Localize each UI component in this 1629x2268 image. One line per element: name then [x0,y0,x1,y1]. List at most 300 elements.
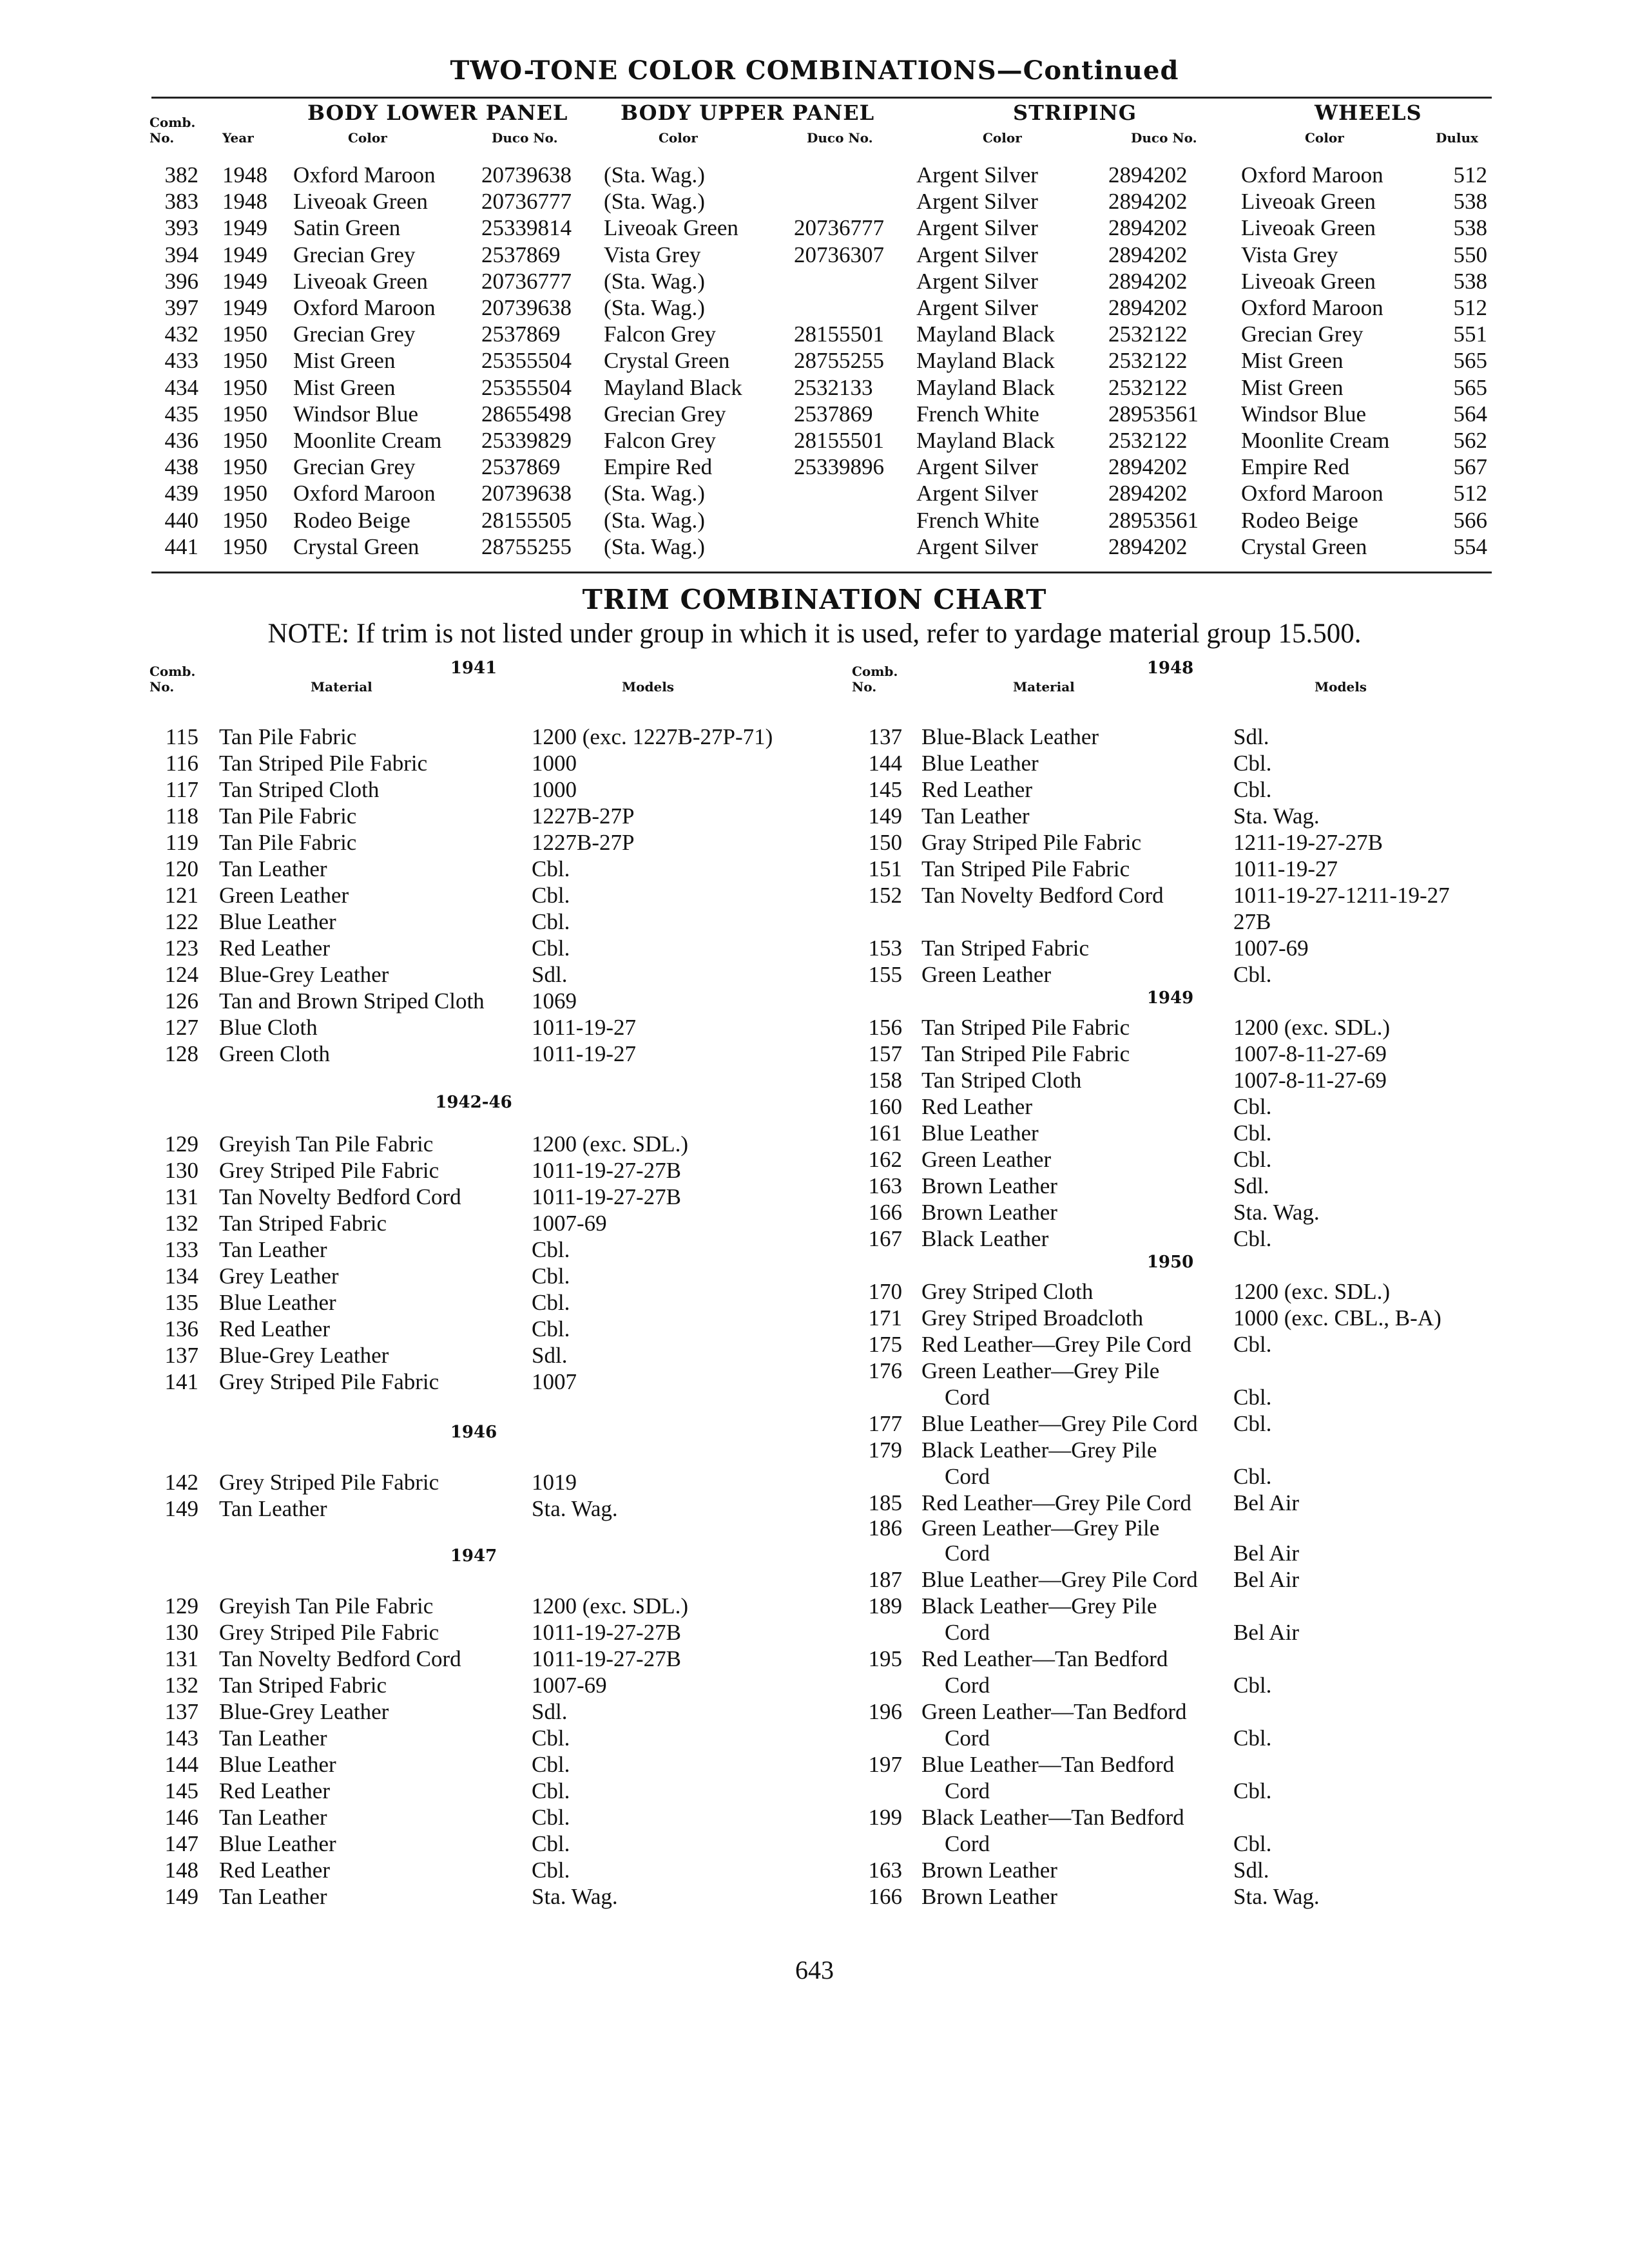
two-tone-upper-color: Grecian Grey [604,401,726,427]
trim-group-year: 1949 [1146,988,1194,1008]
two-tone-bottom-rule [151,572,1492,573]
two-tone-striping-duco: 2532122 [1108,375,1188,400]
trim-right-comb: Comb. [852,664,898,679]
trim-material: Green Leather—Grey Pile [921,1358,1160,1383]
two-tone-lower-color: Mist Green [293,348,396,373]
page-title: TWO-TONE COLOR COMBINATIONS—Continued [450,55,1179,86]
two-tone-lower-color: Liveoak Green [293,269,428,294]
two-tone-striping-duco: 2894202 [1108,242,1188,267]
trim-material: Red Leather—Grey Pile Cord [921,1332,1191,1357]
trim-group-year: 1950 [1146,1253,1194,1272]
trim-models: Bel Air [1233,1567,1300,1592]
trim-models: Cbl. [532,1858,570,1883]
trim-comb-no: 145 [164,1778,198,1803]
trim-models: Cbl. [1233,751,1272,776]
two-tone-wheel-color: Liveoak Green [1241,189,1376,214]
two-tone-lower-duco: 25339814 [481,215,572,240]
trim-models: 1069 [532,988,577,1014]
trim-models: Sdl. [532,962,568,987]
two-tone-wheel-color: Vista Grey [1241,242,1338,267]
two-tone-lower-color: Grecian Grey [293,454,416,479]
two-tone-lower-duco: 20739638 [481,162,572,187]
trim-material: Green Cloth [219,1041,331,1066]
trim-material: Green Leather—Tan Bedford [921,1699,1187,1724]
trim-material: Greyish Tan Pile Fabric [219,1593,434,1619]
trim-material: Tan Novelty Bedford Cord [219,1646,461,1671]
trim-comb-no: 166 [868,1200,902,1225]
trim-group-year: 1947 [450,1546,497,1566]
trim-material: Cord [945,1778,990,1803]
trim-group-year: 1942-46 [435,1093,512,1112]
trim-comb-no: 179 [868,1437,902,1463]
trim-comb-no: 129 [164,1131,198,1157]
trim-left-material-header: Material [311,679,372,695]
trim-material: Blue-Grey Leather [219,1699,389,1724]
trim-models: Cbl. [1233,1464,1272,1489]
trim-models: Cbl. [1233,1226,1272,1251]
two-tone-lower-duco: 28755255 [481,534,572,559]
two-tone-comb-no: 441 [164,534,198,559]
trim-comb-no: 121 [164,883,198,908]
trim-models: Cbl. [1233,1725,1272,1751]
two-tone-lower-duco: 28655498 [481,401,572,427]
two-tone-upper-color: (Sta. Wag.) [604,269,705,294]
trim-left-no: No. [149,679,175,695]
two-tone-striping-color: Mayland Black [916,322,1055,347]
two-tone-comb-no: 433 [164,348,198,373]
header-striping-duco: Duco No. [1131,130,1197,146]
two-tone-upper-color: Liveoak Green [604,215,738,240]
two-tone-wheel-dulux: 512 [1453,162,1487,187]
trim-material: Tan Pile Fabric [219,724,357,749]
trim-comb-no: 175 [868,1332,902,1357]
trim-models: Cbl. [1233,1094,1272,1119]
trim-comb-no: 127 [164,1015,198,1040]
header-body-upper: BODY UPPER PANEL [621,101,875,125]
page-number: 643 [795,1956,834,1984]
trim-models: Cbl. [532,1725,570,1751]
two-tone-wheel-color: Crystal Green [1241,534,1367,559]
trim-comb-no: 170 [868,1279,902,1304]
header-striping-color: Color [983,130,1022,146]
trim-comb-no: 196 [868,1699,902,1724]
two-tone-comb-no: 439 [164,481,198,506]
two-tone-wheel-dulux: 551 [1453,322,1487,347]
trim-models: 1227B-27P [532,830,635,855]
trim-models: 1011-19-27-27B [532,1184,682,1209]
trim-models: Cbl. [532,1290,570,1315]
two-tone-upper-duco: 25339896 [794,454,884,479]
trim-comb-no: 147 [164,1831,198,1856]
trim-comb-no: 119 [165,830,198,855]
trim-material: Black Leather—Grey Pile [921,1437,1157,1463]
trim-models: Cbl. [1233,777,1272,802]
two-tone-upper-duco: 28755255 [794,348,884,373]
trim-comb-no: 162 [868,1147,902,1172]
trim-material: Tan Pile Fabric [219,803,357,829]
trim-group-year: 1946 [450,1423,497,1442]
two-tone-year: 1950 [222,348,267,373]
trim-models: Cbl. [532,883,570,908]
trim-material: Blue Leather [219,909,336,934]
two-tone-wheel-color: Mist Green [1241,348,1344,373]
trim-models: 1011-19-27 [532,1041,637,1066]
trim-comb-no: 120 [164,856,198,881]
trim-comb-no: 115 [165,724,198,749]
trim-material: Tan Striped Pile Fabric [219,751,428,776]
two-tone-wheel-color: Empire Red [1241,454,1350,479]
trim-models: Bel Air [1233,1620,1300,1645]
trim-material: Tan Leather [219,1496,327,1521]
two-tone-striping-color: Argent Silver [916,269,1038,294]
trim-comb-no: 186 [868,1515,902,1541]
two-tone-wheel-color: Oxford Maroon [1241,481,1383,506]
trim-material: Blue-Grey Leather [219,962,389,987]
trim-models: 1007-69 [1233,936,1309,961]
trim-comb-no: 126 [164,988,198,1014]
trim-title: TRIM COMBINATION CHART [582,584,1047,615]
trim-models: Cbl. [532,1752,570,1777]
two-tone-lower-duco: 2537869 [481,454,561,479]
two-tone-year: 1949 [222,242,267,267]
two-tone-wheel-dulux: 565 [1453,348,1487,373]
trim-material: Blue Leather [921,751,1039,776]
trim-models: 1011-19-27-27B [532,1646,682,1671]
trim-material: Tan Striped Pile Fabric [921,856,1130,881]
two-tone-year: 1950 [222,322,267,347]
two-tone-comb-no: 438 [164,454,198,479]
trim-material: Grey Striped Cloth [921,1279,1094,1304]
two-tone-lower-color: Rodeo Beige [293,508,410,533]
two-tone-striping-color: Argent Silver [916,534,1038,559]
two-tone-comb-no: 394 [164,242,198,267]
two-tone-comb-no: 396 [164,269,198,294]
two-tone-striping-color: Mayland Black [916,348,1055,373]
trim-comb-no: 123 [164,936,198,961]
trim-material: Brown Leather [921,1200,1057,1225]
two-tone-striping-color: Mayland Black [916,428,1055,453]
trim-material: Blue Leather [219,1752,336,1777]
trim-right-no: No. [852,679,877,695]
trim-material: Brown Leather [921,1884,1057,1909]
two-tone-lower-color: Oxford Maroon [293,481,436,506]
trim-material: Tan Striped Fabric [219,1673,387,1698]
trim-models: Bel Air [1233,1490,1300,1515]
two-tone-striping-duco: 2532122 [1108,348,1188,373]
two-tone-striping-color: French White [916,508,1039,533]
two-tone-lower-duco: 20736777 [481,189,572,214]
trim-comb-no: 142 [164,1470,198,1495]
trim-group-year: 1948 [1146,658,1194,678]
trim-comb-no: 122 [164,909,198,934]
trim-material: Green Leather [921,1147,1052,1172]
trim-models: 1000 [532,751,577,776]
trim-models: Cbl. [532,936,570,961]
trim-comb-no: 157 [868,1041,902,1066]
two-tone-striping-duco: 28953561 [1108,508,1199,533]
trim-models: Cbl. [1233,1385,1272,1410]
trim-comb-no: 187 [868,1567,902,1592]
trim-material: Tan Novelty Bedford Cord [921,883,1164,908]
trim-models: Bel Air [1233,1541,1300,1566]
trim-models: 1007-69 [532,1211,607,1236]
two-tone-striping-duco: 2894202 [1108,481,1188,506]
two-tone-wheel-color: Oxford Maroon [1241,162,1383,187]
trim-material: Blue Leather [921,1120,1039,1146]
two-tone-upper-color: Crystal Green [604,348,730,373]
two-tone-lower-color: Grecian Grey [293,322,416,347]
trim-material: Tan Leather [219,1237,327,1262]
trim-material: Tan Striped Cloth [921,1068,1082,1093]
trim-material: Grey Striped Pile Fabric [219,1158,439,1183]
trim-models: Cbl. [532,1831,570,1856]
two-tone-upper-color: Falcon Grey [604,428,716,453]
trim-comb-no: 167 [868,1226,902,1251]
two-tone-upper-color: (Sta. Wag.) [604,508,705,533]
trim-material: Red Leather [219,1316,330,1341]
header-lower-duco: Duco No. [492,130,558,146]
two-tone-wheel-color: Liveoak Green [1241,215,1376,240]
two-tone-upper-color: (Sta. Wag.) [604,481,705,506]
trim-models: 27B [1233,909,1271,934]
trim-material: Blue Leather [219,1290,336,1315]
trim-material: Tan Leather [219,856,327,881]
trim-models: 1011-19-27-1211-19-27 [1233,883,1450,908]
two-tone-striping-duco: 2894202 [1108,534,1188,559]
trim-models: Cbl. [1233,1778,1272,1803]
trim-material: Blue-Grey Leather [219,1343,389,1368]
two-tone-year: 1950 [222,481,267,506]
two-tone-wheel-dulux: 512 [1453,295,1487,320]
trim-models: Sdl. [532,1343,568,1368]
trim-comb-no: 135 [164,1290,198,1315]
trim-material: Tan Striped Pile Fabric [921,1041,1130,1066]
trim-material: Brown Leather [921,1858,1057,1883]
trim-material: Tan Novelty Bedford Cord [219,1184,461,1209]
trim-comb-no: 146 [164,1805,198,1830]
trim-comb-no: 189 [868,1593,902,1619]
trim-comb-no: 141 [164,1369,198,1394]
trim-models: 1000 [532,777,577,802]
two-tone-striping-color: Argent Silver [916,215,1038,240]
trim-material: Cord [945,1464,990,1489]
trim-models: 1011-19-27-27B [532,1158,682,1183]
two-tone-wheel-color: Rodeo Beige [1241,508,1358,533]
trim-material: Grey Striped Pile Fabric [219,1369,439,1394]
trim-comb-no: 197 [868,1752,902,1777]
trim-comb-no: 130 [164,1620,198,1645]
trim-comb-no: 153 [868,936,902,961]
trim-models: 1000 (exc. CBL., B-A) [1233,1305,1441,1331]
two-tone-striping-duco: 2532122 [1108,428,1188,453]
trim-right-models-header: Models [1315,679,1367,695]
trim-models: Cbl. [532,1316,570,1341]
trim-comb-no: 131 [164,1184,198,1209]
two-tone-striping-color: Argent Silver [916,189,1038,214]
trim-material: Black Leather [921,1226,1049,1251]
two-tone-comb-no: 397 [164,295,198,320]
trim-material: Blue-Black Leather [921,724,1099,749]
two-tone-upper-color: Empire Red [604,454,713,479]
trim-comb-no: 158 [868,1068,902,1093]
two-tone-upper-color: (Sta. Wag.) [604,189,705,214]
two-tone-striping-duco: 2532122 [1108,322,1188,347]
trim-models: Cbl. [532,1778,570,1803]
trim-material: Tan Leather [219,1725,327,1751]
trim-comb-no: 150 [868,830,902,855]
trim-models: 1011-19-27-27B [532,1620,682,1645]
trim-models: Cbl. [1233,1147,1272,1172]
two-tone-wheel-color: Mist Green [1241,375,1344,400]
two-tone-lower-duco: 2537869 [481,322,561,347]
trim-models: Sta. Wag. [1233,1884,1320,1909]
trim-comb-no: 137 [164,1343,198,1368]
header-top-rule [151,97,1492,99]
trim-comb-no: 144 [868,751,902,776]
two-tone-striping-duco: 2894202 [1108,162,1188,187]
trim-models: 1227B-27P [532,803,635,829]
header-wheels-dulux: Dulux [1436,130,1478,146]
trim-models: 1200 (exc. SDL.) [532,1593,689,1619]
two-tone-wheel-dulux: 550 [1453,242,1487,267]
header-body-lower: BODY LOWER PANEL [307,101,568,125]
trim-comb-no: 149 [868,803,902,829]
trim-models: Sta. Wag. [1233,803,1320,829]
trim-comb-no: 145 [868,777,902,802]
trim-group-year: 1941 [450,658,497,678]
trim-models: Sta. Wag. [532,1496,618,1521]
trim-models: Sdl. [1233,724,1269,749]
trim-material: Green Leather [219,883,349,908]
trim-models: 1200 (exc. SDL.) [532,1131,689,1157]
two-tone-comb-no: 432 [164,322,198,347]
two-tone-year: 1950 [222,401,267,427]
trim-models: 1200 (exc. SDL.) [1233,1015,1391,1040]
header-comb: Comb. [149,115,196,130]
trim-material: Black Leather—Grey Pile [921,1593,1157,1619]
trim-material: Cord [945,1725,990,1751]
two-tone-wheel-dulux: 567 [1453,454,1487,479]
trim-note: NOTE: If trim is not listed under group in which it is used, refer to yardage material group 15.500. [267,619,1362,649]
trim-comb-no: 128 [164,1041,198,1066]
two-tone-lower-duco: 25355504 [481,375,572,400]
trim-material: Blue Leather—Grey Pile Cord [921,1567,1198,1592]
trim-material: Black Leather—Tan Bedford [921,1805,1184,1830]
trim-models: Cbl. [532,1805,570,1830]
trim-comb-no: 151 [868,856,902,881]
trim-material: Tan Leather [219,1884,327,1909]
trim-material: Red Leather [921,1094,1032,1119]
two-tone-lower-color: Satin Green [293,215,401,240]
trim-comb-no: 144 [164,1752,198,1777]
trim-material: Grey Striped Pile Fabric [219,1620,439,1645]
trim-models: Cbl. [532,909,570,934]
two-tone-upper-duco: 28155501 [794,428,884,453]
two-tone-upper-color: (Sta. Wag.) [604,162,705,187]
two-tone-striping-duco: 2894202 [1108,269,1188,294]
trim-comb-no: 116 [165,751,198,776]
header-year: Year [222,130,254,146]
two-tone-comb-no: 383 [164,189,198,214]
trim-material: Tan Striped Fabric [921,936,1089,961]
trim-material: Red Leather [921,777,1032,802]
trim-material: Brown Leather [921,1173,1057,1198]
two-tone-lower-duco: 25339829 [481,428,572,453]
trim-comb-no: 177 [868,1411,902,1436]
trim-comb-no: 155 [868,962,902,987]
two-tone-upper-color: Vista Grey [604,242,701,267]
trim-material: Red Leather [219,1858,330,1883]
trim-models: 1007-8-11-27-69 [1233,1041,1387,1066]
trim-comb-no: 163 [868,1173,902,1198]
two-tone-upper-duco: 20736307 [794,242,884,267]
trim-left-comb: Comb. [149,664,196,679]
trim-models: 1200 (exc. SDL.) [1233,1279,1391,1304]
two-tone-year: 1948 [222,189,267,214]
trim-material: Blue Leather—Tan Bedford [921,1752,1175,1777]
two-tone-striping-color: Argent Silver [916,481,1038,506]
two-tone-comb-no: 440 [164,508,198,533]
trim-models: Sdl. [532,1699,568,1724]
trim-models: Sta. Wag. [532,1884,618,1909]
two-tone-lower-color: Liveoak Green [293,189,428,214]
trim-material: Tan Striped Pile Fabric [921,1015,1130,1040]
two-tone-striping-color: Argent Silver [916,454,1038,479]
trim-material: Tan Pile Fabric [219,830,357,855]
two-tone-upper-color: (Sta. Wag.) [604,295,705,320]
trim-comb-no: 137 [868,724,902,749]
trim-right-material-header: Material [1013,679,1075,695]
two-tone-wheel-dulux: 512 [1453,481,1487,506]
two-tone-year: 1950 [222,508,267,533]
trim-material: Tan Striped Fabric [219,1211,387,1236]
two-tone-striping-color: Argent Silver [916,162,1038,187]
trim-left-models-header: Models [622,679,675,695]
two-tone-striping-color: Mayland Black [916,375,1055,400]
trim-models: 1011-19-27 [1233,856,1338,881]
trim-material: Cord [945,1831,990,1856]
trim-comb-no: 118 [165,803,198,829]
two-tone-striping-color: Argent Silver [916,295,1038,320]
two-tone-upper-duco: 2537869 [794,401,873,427]
two-tone-striping-duco: 2894202 [1108,295,1188,320]
trim-comb-no: 166 [868,1884,902,1909]
two-tone-year: 1949 [222,269,267,294]
trim-material: Cord [945,1620,990,1645]
trim-material: Blue Leather [219,1831,336,1856]
two-tone-year: 1949 [222,215,267,240]
trim-material: Greyish Tan Pile Fabric [219,1131,434,1157]
trim-material: Red Leather [219,1778,330,1803]
trim-comb-no: 129 [164,1593,198,1619]
two-tone-wheel-color: Liveoak Green [1241,269,1376,294]
trim-comb-no: 176 [868,1358,902,1383]
trim-models: Cbl. [1233,1332,1272,1357]
header-no: No. [149,130,175,146]
two-tone-lower-duco: 25355504 [481,348,572,373]
two-tone-wheel-color: Moonlite Cream [1241,428,1390,453]
trim-models: Cbl. [532,1264,570,1289]
two-tone-wheel-dulux: 538 [1453,189,1487,214]
two-tone-lower-color: Oxford Maroon [293,162,436,187]
trim-comb-no: 132 [164,1673,198,1698]
two-tone-wheel-dulux: 564 [1453,401,1487,427]
trim-material: Cord [945,1673,990,1698]
trim-comb-no: 132 [164,1211,198,1236]
trim-comb-no: 152 [868,883,902,908]
two-tone-striping-color: Argent Silver [916,242,1038,267]
two-tone-upper-duco: 28155501 [794,322,884,347]
